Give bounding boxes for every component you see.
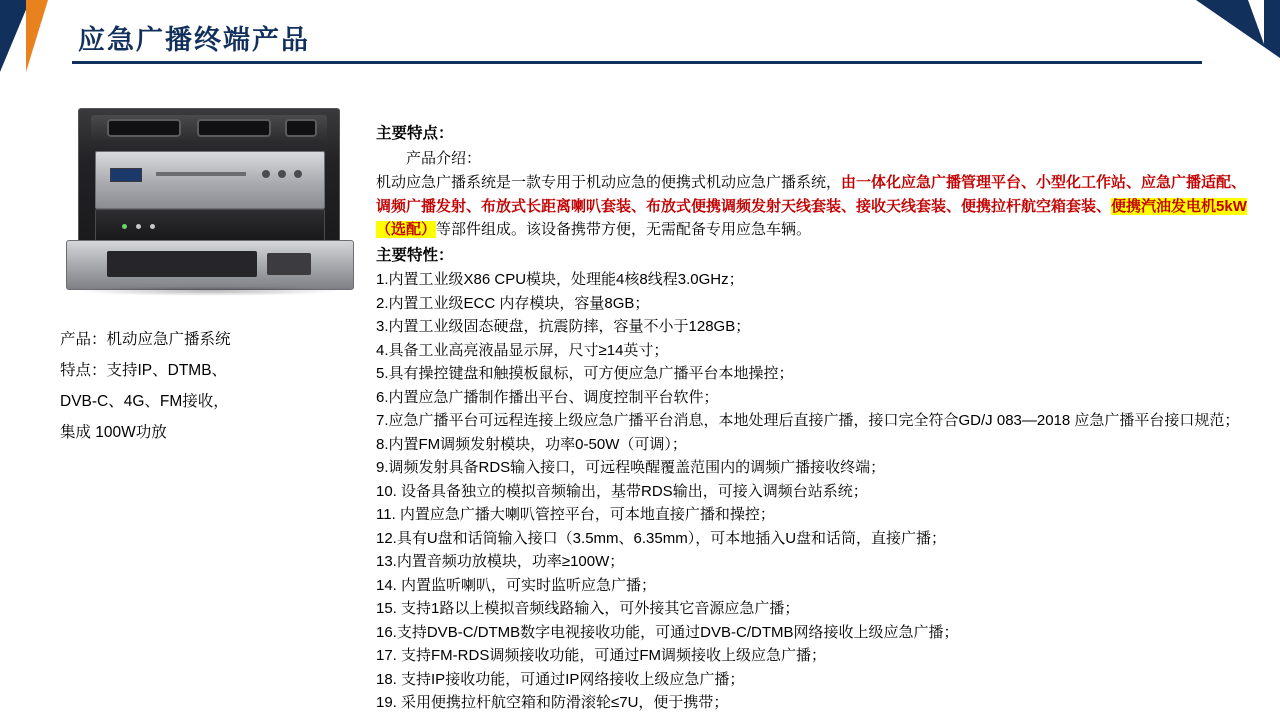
- device-chassis: [78, 108, 340, 245]
- keyboard-icon: [107, 251, 257, 277]
- header-right-corner-decoration: [1196, 0, 1280, 72]
- list-item: 18. 支持IP接收功能，可通过IP网络接收上级应急广播；: [376, 670, 745, 688]
- product-caption: [60, 324, 360, 448]
- list-item: 9.调频发射具备RDS输入接口，可远程唤醒覆盖范围内的调频广播接收终端；: [376, 459, 886, 476]
- features-list: [376, 268, 1256, 715]
- image-shadow: [76, 286, 342, 296]
- list-item: 11. 内置应急广播大喇叭管控平台，可本地直接广播和操控；: [376, 506, 775, 523]
- list-item: 17. 支持FM-RDS调频接收功能，可通过FM调频接收上级应急广播；: [376, 647, 827, 664]
- list-item: 2.内置工业级ECC 内存模块，容量8GB；: [376, 294, 650, 312]
- list-item: 16.支持DVB-C/DTMB数字电视接收功能，可通过DVB-C/DTMB网络接收上级应急广播；: [376, 623, 959, 641]
- chassis-handle: [285, 119, 317, 137]
- list-item: 4.具备工业高亮液晶显示屏，尺寸≥14英寸；: [376, 341, 669, 359]
- list-item: 1.内置工业级X86 CPU模块，处理能4核8线程3.0GHz；: [376, 271, 744, 288]
- status-led-icon: [150, 224, 155, 229]
- chassis-handle: [107, 119, 181, 137]
- list-item: 3.内置工业级固态硬盘，抗震防摔，容量不小于128GB；: [376, 318, 751, 335]
- caption-line: 产品：机动应急广播系统: [60, 331, 231, 348]
- list-item: 13.内置音频功放模块，功率≥100W；: [376, 553, 625, 570]
- list-item: 14. 内置监听喇叭，可实时监听应急广播；: [376, 576, 657, 594]
- caption-line: DVB-C、4G、FM接收，: [60, 393, 229, 410]
- white-notch-shape: [1248, 0, 1264, 44]
- caption-line: 集成 100W功放: [60, 424, 167, 441]
- list-item: 19. 采用便携拉杆航空箱和防滑滚轮≤7U，便于携带；: [376, 694, 729, 711]
- keyboard-drawer: [66, 240, 354, 290]
- intro-separator: 、: [1096, 197, 1112, 215]
- chassis-handle: [197, 119, 271, 137]
- page-header: [0, 0, 1280, 72]
- panel-display-icon: [110, 168, 142, 182]
- panel-knob-icon: [262, 170, 270, 178]
- intro-label: 产品介绍：: [406, 149, 482, 167]
- list-item: 12.具有U盘和话筒输入接口（3.5mm、6.35mm），可本地插入U盘和话筒，直接广播；: [376, 529, 947, 547]
- navy-triangle-shape: [1196, 0, 1280, 58]
- list-item: 10. 设备具备独立的模拟音频输出，基带RDS输出，可接入调频台站系统；: [376, 482, 868, 500]
- status-led-icon: [122, 224, 127, 229]
- device-front-panel: [95, 151, 325, 209]
- header-divider: [72, 61, 1202, 64]
- list-item: 15. 支持1路以上模拟音频线路输入，可外接其它音源应急广播；: [376, 600, 800, 617]
- orange-angle-shape: [26, 0, 48, 72]
- features-heading: 主要特性：: [376, 246, 454, 264]
- intro-suffix-text: 等部件组成。该设备携带方便，无需配备专用应急车辆。: [436, 221, 812, 238]
- intro-paragraph: [376, 171, 1256, 242]
- intro-red-highlight: 由一体化应急广播管理平台、小型化工作站、应急广播适配、调频广播发射、布放式长距离喇叭套装、布放式便携调频发射天线套装、接收天线套装、便携拉杆航空箱套装: [376, 174, 1247, 215]
- list-item: 5.具有操控键盘和触摸板鼠标，可方便应急广播平台本地操控；: [376, 365, 794, 382]
- list-item: 6.内置应急广播制作播出平台、调度控制平台软件；: [376, 388, 719, 406]
- caption-line: 特点：支持IP、DTMB、: [60, 362, 228, 379]
- product-image: [60, 100, 360, 310]
- status-led-icon: [136, 224, 141, 229]
- panel-slot: [156, 172, 246, 176]
- touchpad-icon: [267, 253, 311, 275]
- intro-prefix-text: 机动应急广播系统是一款专用于机动应急的便携式机动应急广播系统，: [376, 174, 842, 191]
- product-description-column: [376, 122, 1256, 715]
- page-title: 应急广播终端产品: [78, 25, 310, 55]
- list-item: 8.内置FM调频发射模块，功率0-50W（可调）；: [376, 435, 687, 453]
- product-left-column: [60, 100, 360, 448]
- list-item: 7.应急广播平台可远程连接上级应急广播平台消息，本地处理后直接广播，接口完全符合GD/J 083—2018 应急广播平台接口规范；: [376, 412, 1240, 429]
- panel-knob-icon: [294, 170, 302, 178]
- main-points-heading: 主要特点：: [376, 125, 454, 142]
- panel-knob-icon: [278, 170, 286, 178]
- header-left-corner-decoration: [0, 0, 62, 72]
- intro-marked-highlight: 便携汽油发电机5kW（选配）: [376, 197, 1247, 238]
